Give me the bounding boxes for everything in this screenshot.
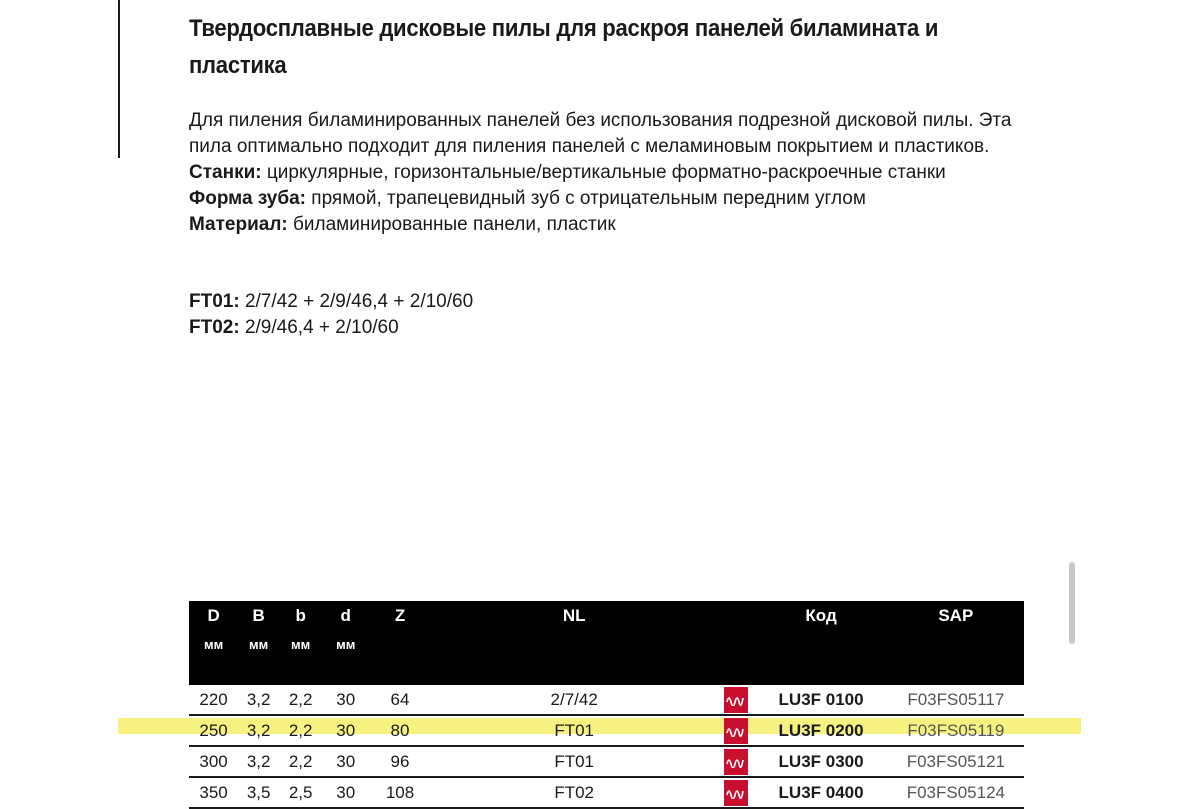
table-row	[189, 777, 1024, 808]
material-value: биламинированные панели, пластик	[287, 214, 616, 235]
cell-b: 2,2	[279, 685, 322, 715]
cell-NL: 2/7/42	[431, 685, 718, 715]
cell-sap: F03FS05117	[888, 685, 1024, 715]
header-d: d	[340, 606, 351, 625]
wavy-noise-icon	[724, 749, 748, 775]
cell-Z: 80	[369, 715, 430, 746]
cell-Z: 108	[369, 777, 430, 808]
table-header-row	[189, 601, 1024, 631]
ft02-value: 2/9/46,4 + 2/10/60	[239, 317, 399, 338]
tooth-line	[189, 186, 1049, 212]
page-title: Твердосплавные дисковые пилы для раскроя панелей биламината и пластика	[189, 15, 939, 79]
cell-Z: 96	[369, 746, 430, 777]
header-icon	[718, 601, 755, 631]
machines-line	[189, 160, 1049, 186]
header-B: B	[252, 606, 265, 625]
unit-B: мм	[249, 637, 269, 652]
description-block	[189, 108, 1049, 238]
material-label: Материал:	[189, 214, 288, 235]
machines-value: циркулярные, горизонтальные/вертикальные форматно-раскроечные станки	[261, 162, 946, 183]
cell-code: LU3F 0200	[754, 715, 887, 746]
tooth-value: прямой, трапецевидный зуб с отрицательным передним углом	[306, 188, 866, 209]
tooth-label: Форма зуба:	[189, 188, 306, 209]
machines-label: Станки:	[189, 162, 262, 183]
cell-D: 350	[189, 777, 238, 808]
cell-B: 3,2	[238, 715, 279, 746]
tooth-codes-block	[189, 289, 473, 341]
table-units-row	[189, 631, 1024, 685]
cell-code: LU3F 0100	[754, 685, 887, 715]
ft02-label: FT02:	[189, 317, 240, 338]
cell-sap: F03FS05121	[888, 746, 1024, 777]
ft01-value: 2/7/42 + 2/9/46,4 + 2/10/60	[239, 291, 474, 312]
cell-icon	[718, 746, 755, 777]
wavy-noise-icon	[724, 718, 748, 744]
material-line	[189, 212, 1049, 238]
header-sap: SAP	[938, 606, 974, 625]
table-row	[189, 715, 1024, 746]
cell-icon	[718, 715, 755, 746]
cell-b: 2,2	[279, 746, 322, 777]
ft01-line	[189, 289, 473, 315]
left-margin-rule	[118, 0, 120, 158]
cell-sap: F03FS05119	[888, 715, 1024, 746]
cell-B: 3,5	[238, 777, 279, 808]
cell-D: 300	[189, 746, 238, 777]
cell-b: 2,5	[279, 777, 322, 808]
unit-sap	[888, 631, 1024, 685]
header-NL: NL	[562, 606, 586, 625]
cell-code: LU3F 0300	[754, 746, 887, 777]
cell-sap: F03FS05124	[888, 777, 1024, 808]
table-row	[189, 746, 1024, 777]
unit-Z	[369, 631, 430, 685]
unit-b: мм	[291, 637, 311, 652]
cell-d: 30	[322, 777, 369, 808]
cell-code: LU3F 0400	[754, 777, 887, 808]
header-b: b	[295, 606, 306, 625]
unit-NL	[431, 631, 718, 685]
spec-table	[189, 601, 1024, 809]
ft01-label: FT01:	[189, 291, 240, 312]
cell-d: 30	[322, 685, 369, 715]
unit-D: мм	[203, 637, 224, 652]
description-text: Для пиления биламинированных панелей без использования подрезной дисковой пилы. Эта пила оптимально подходит для пиления панелей с меламиновым покрытием и пластиков.	[189, 110, 1012, 157]
cell-B: 3,2	[238, 746, 279, 777]
unit-code	[754, 631, 887, 685]
cell-B: 3,2	[238, 685, 279, 715]
header-Z: Z	[394, 606, 406, 625]
unit-d: мм	[336, 637, 356, 652]
wavy-noise-icon	[724, 687, 748, 713]
unit-icon	[718, 631, 755, 685]
cell-D: 220	[189, 685, 238, 715]
cell-d: 30	[322, 746, 369, 777]
header-D: D	[207, 606, 220, 625]
cell-NL: FT01	[431, 715, 718, 746]
cell-d: 30	[322, 715, 369, 746]
cell-icon	[718, 685, 755, 715]
cell-Z: 64	[369, 685, 430, 715]
cell-b: 2,2	[279, 715, 322, 746]
header-code: Код	[805, 606, 837, 625]
ft02-line	[189, 315, 473, 341]
cell-NL: FT02	[431, 777, 718, 808]
vertical-scrollbar[interactable]	[1069, 562, 1075, 644]
wavy-noise-icon	[724, 780, 748, 806]
cell-NL: FT01	[431, 746, 718, 777]
cell-D: 250	[189, 715, 238, 746]
cell-icon	[718, 777, 755, 808]
table-row	[189, 685, 1024, 715]
